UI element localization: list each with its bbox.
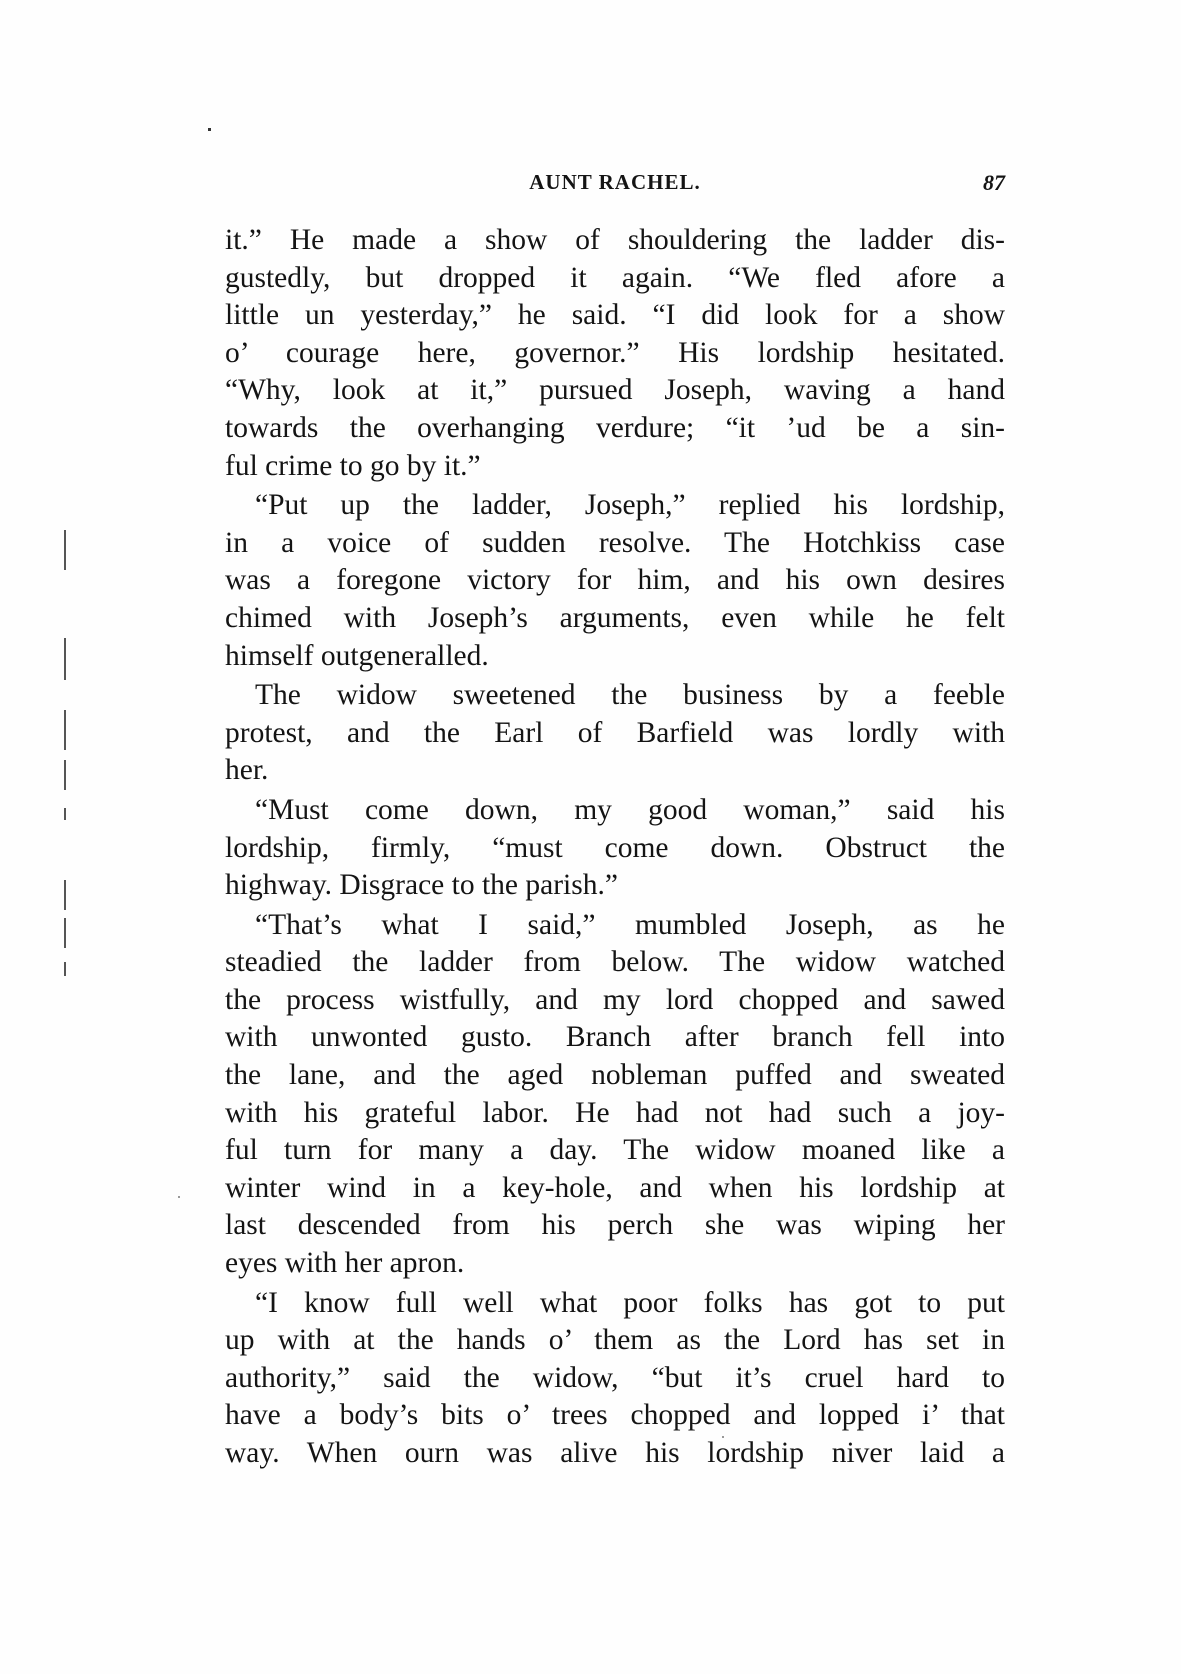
text-line: eyes with her apron. (225, 1247, 465, 1280)
text-line: way. When ourn was alive his lordship niver laid a (225, 1437, 1005, 1469)
body-text (225, 222, 1005, 1473)
paragraph (225, 1285, 1005, 1473)
gutter-mark (64, 918, 66, 948)
text-line: steadied the ladder from below. The widow watched (225, 946, 1005, 979)
text-line: himself outgeneralled. (225, 639, 489, 672)
text-line: The widow sweetened the business by a feeble (255, 679, 1005, 712)
gutter-mark (64, 760, 66, 790)
text-line: was a foregone victory for him, and his own desires (225, 564, 1005, 597)
text-line: up with at the hands o’ them as the Lord has set in (225, 1324, 1005, 1357)
gutter-mark (64, 638, 66, 680)
text-line: “I know full well what poor folks has got to put (255, 1286, 1005, 1319)
gutter-mark (64, 880, 66, 910)
text-line: chimed with Joseph’s arguments, even while he felt (225, 601, 1005, 634)
scan-speck (208, 128, 211, 131)
text-line: the lane, and the aged nobleman puffed and sweated (225, 1059, 1005, 1092)
page-number: 87 (983, 170, 1005, 195)
scan-speck (178, 1196, 180, 1198)
gutter-mark (64, 710, 66, 750)
text-line: winter wind in a key-hole, and when his lordship at (225, 1171, 1005, 1204)
text-line: have a body’s bits o’ trees chopped and lopped i’ that (225, 1399, 1005, 1432)
text-line: lordship, firmly, “must come down. Obstruct the (225, 831, 1005, 864)
text-line: “That’s what I said,” mumbled Joseph, as he (255, 908, 1005, 941)
text-line: the process wistfully, and my lord chopped and sawed (225, 983, 1005, 1016)
running-title: AUNT RACHEL. (529, 170, 701, 194)
text-line: “Put up the ladder, Joseph,” replied his lordship, (255, 489, 1005, 522)
text-line: o’ courage here, governor.” His lordship hesitated. (225, 336, 1005, 369)
text-line: it.” He made a show of shouldering the ladder dis- (225, 224, 1005, 256)
text-line: last descended from his perch she was wiping her (225, 1209, 1005, 1242)
paragraph (225, 792, 1005, 905)
text-line: protest, and the Earl of Barfield was lordly with (225, 716, 1005, 749)
paragraph (225, 222, 1005, 485)
text-line: “Must come down, my good woman,” said his (255, 793, 1005, 826)
paragraph (225, 677, 1005, 790)
text-line: gustedly, but dropped it again. “We fled afore a (225, 261, 1005, 294)
text-line: towards the overhanging verdure; “it ’ud be a sin- (225, 411, 1005, 444)
text-line: her. (225, 754, 269, 787)
gutter-mark (64, 808, 66, 820)
running-head (225, 170, 1005, 200)
paragraph (225, 487, 1005, 675)
text-line: highway. Disgrace to the parish.” (225, 869, 618, 902)
text-line: “Why, look at it,” pursued Joseph, waving a hand (225, 374, 1005, 407)
text-line: in a voice of sudden resolve. The Hotchkiss case (225, 526, 1005, 559)
text-line: with his grateful labor. He had not had such a joy- (225, 1096, 1005, 1129)
text-line: ful turn for many a day. The widow moaned like a (225, 1134, 1005, 1167)
text-line: authority,” said the widow, “but it’s cruel hard to (225, 1361, 1005, 1394)
paragraph (225, 907, 1005, 1283)
gutter-mark (64, 962, 66, 976)
text-line: with unwonted gusto. Branch after branch fell into (225, 1021, 1005, 1054)
text-line: ful crime to go by it.” (225, 449, 481, 482)
gutter-mark (64, 530, 66, 570)
text-line: little un yesterday,” he said. “I did look for a show (225, 299, 1005, 332)
